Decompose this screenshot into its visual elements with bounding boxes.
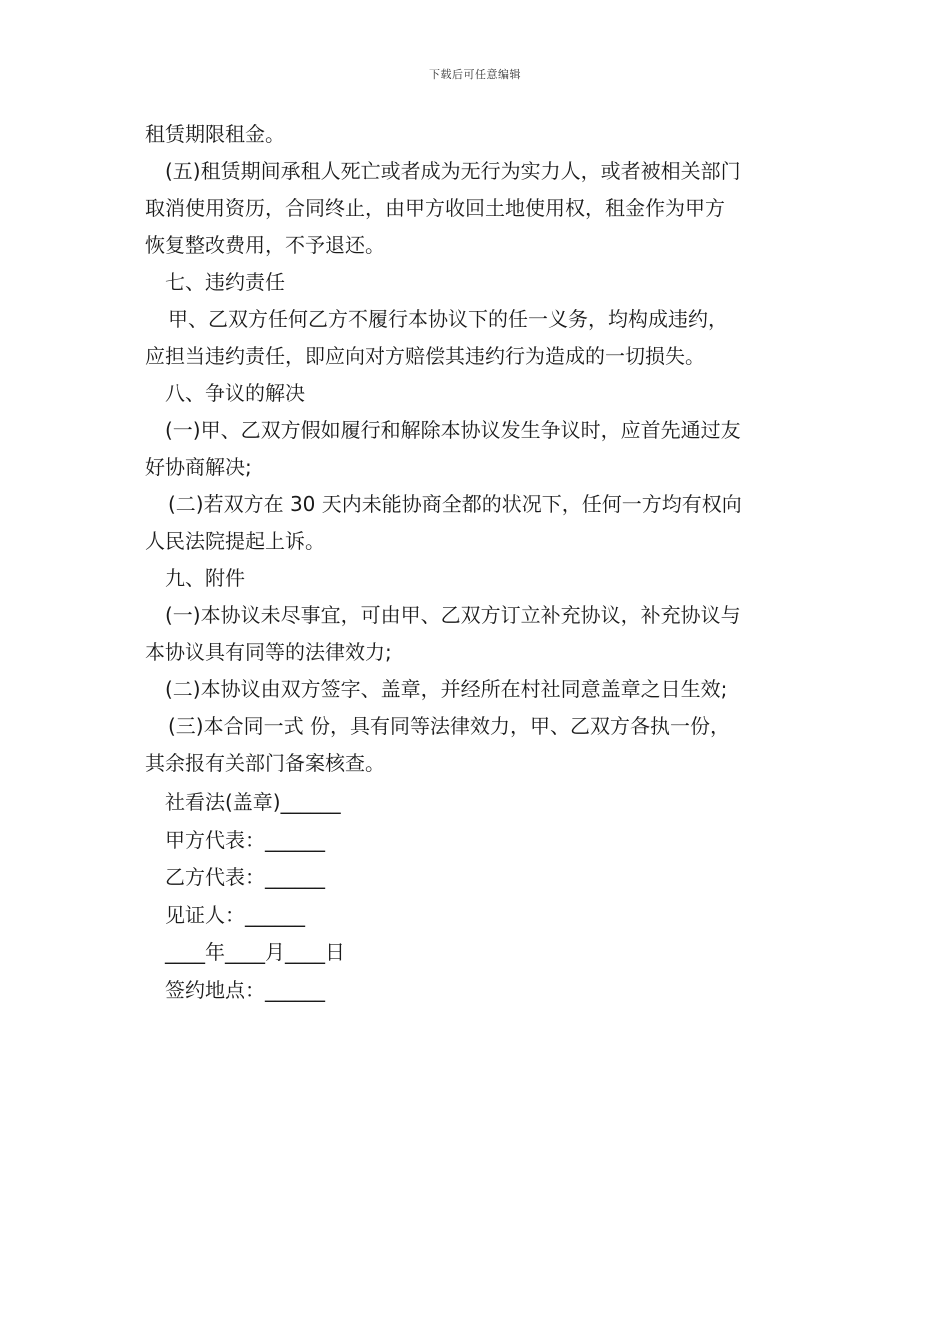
- section-heading: 七、违约责任: [165, 270, 285, 294]
- page-header: 下载后可任意编辑: [429, 68, 521, 81]
- signature-party-a: 甲方代表：______: [165, 827, 325, 852]
- paragraph-line: 甲、乙双方任何乙方不履行本协议下的任一义务，均构成违约，: [168, 307, 728, 331]
- paragraph-line: 租赁期限租金。: [145, 122, 285, 146]
- signature-witness: 见证人：______: [165, 902, 305, 927]
- paragraph-line: 应担当违约责任，即应向对方赔偿其违约行为造成的一切损失。: [145, 344, 705, 368]
- paragraph-line: (一)甲、乙双方假如履行和解除本协议发生争议时，应首先通过友: [165, 418, 741, 442]
- paragraph-line: (五)租赁期间承租人死亡或者成为无行为实力人，或者被相关部门: [165, 159, 741, 183]
- paragraph-line: 其余报有关部门备案核查。: [145, 751, 385, 775]
- paragraph-line: 恢复整改费用，不予退还。: [145, 233, 385, 257]
- paragraph-line: 本协议具有同等的法律效力;: [145, 640, 392, 664]
- paragraph-line: (三)本合同一式 份，具有同等法律效力，甲、乙双方各执一份，: [168, 714, 730, 738]
- paragraph-line: (二)若双方在 30 天内未能协商全都的状况下，任何一方均有权向: [168, 492, 742, 516]
- paragraph-line: 好协商解决;: [145, 455, 252, 479]
- paragraph-line: 取消使用资历，合同终止，由甲方收回土地使用权，租金作为甲方: [145, 196, 725, 220]
- signature-location: 签约地点：______: [165, 977, 325, 1002]
- paragraph-line: (二)本协议由双方签字、盖章，并经所在村社同意盖章之日生效;: [165, 677, 728, 701]
- signature-block: [165, 784, 345, 1010]
- signature-village-seal: 社看法(盖章)______: [165, 790, 341, 814]
- section-heading: 八、争议的解决: [165, 381, 305, 405]
- document-body: [145, 116, 817, 782]
- paragraph-line: (一)本协议未尽事宜，可由甲、乙双方订立补充协议，补充协议与: [165, 603, 741, 627]
- section-heading: 九、附件: [165, 566, 245, 590]
- signature-party-b: 乙方代表：______: [165, 865, 325, 890]
- signature-date: ____年____月____日: [165, 940, 345, 965]
- paragraph-line: 人民法院提起上诉。: [145, 529, 325, 553]
